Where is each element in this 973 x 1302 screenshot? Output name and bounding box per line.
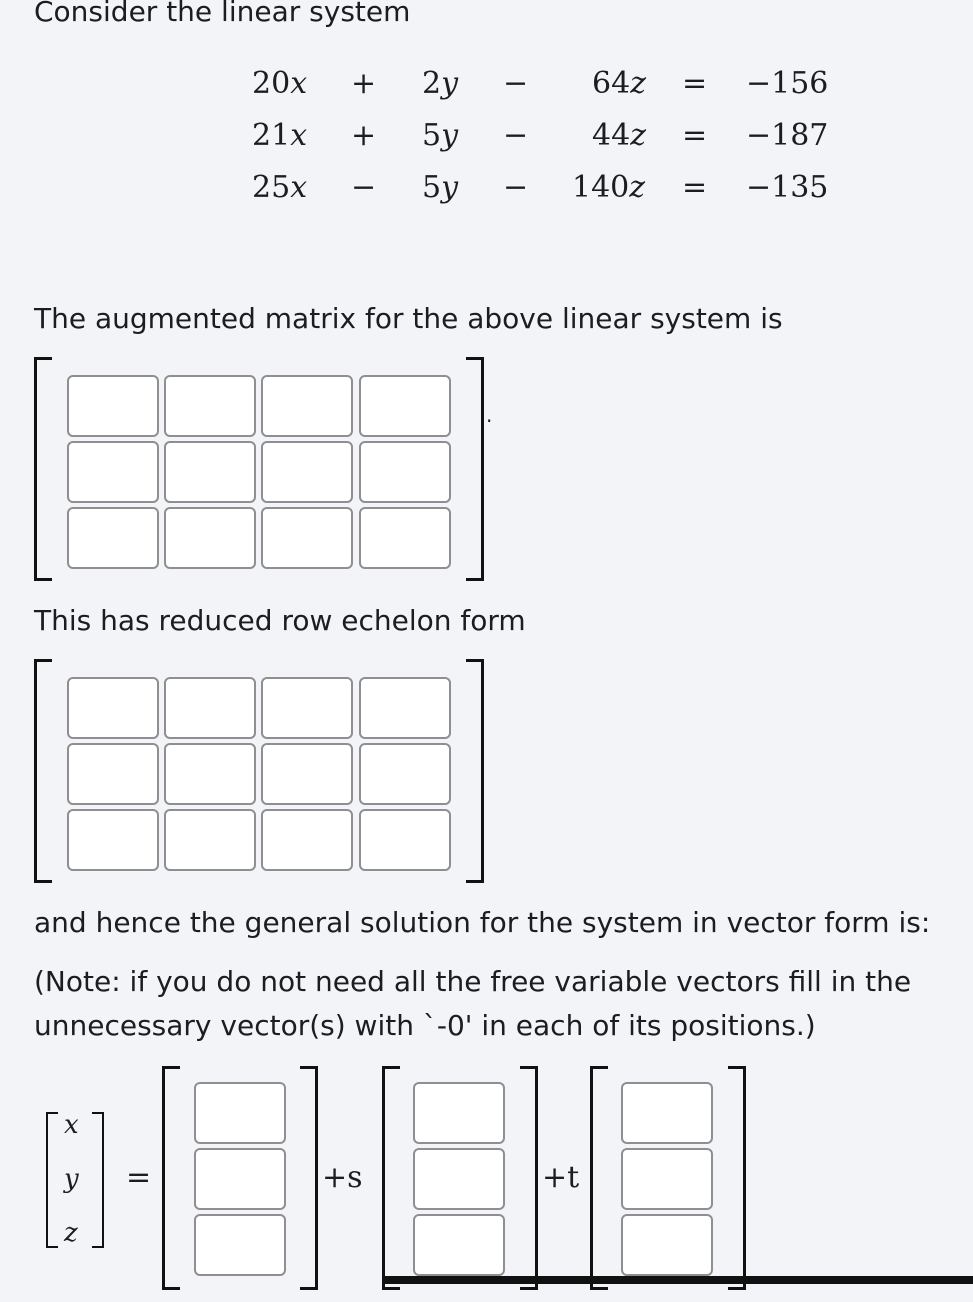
vec-t-cell-2[interactable] (621, 1148, 713, 1210)
solution-label: and hence the general solution for the system in vector form is: (34, 906, 931, 939)
vec-t-left-bracket (590, 1066, 608, 1290)
vec-s-cell-3[interactable] (413, 1214, 505, 1276)
eq3-op1: − (351, 170, 377, 205)
rref-cell-r1c3[interactable] (261, 677, 353, 739)
vec0-cell-3[interactable] (194, 1214, 286, 1276)
eq2-term-y: 5y (422, 118, 459, 153)
note-text: (Note: if you do not need all the free variable vectors fill in the unnecessary vector(s) with `-0' in each of its positions.) (34, 965, 912, 1042)
eq3-rhs: −135 (746, 170, 829, 205)
vec0-left-bracket (162, 1066, 180, 1290)
vec-t-cell-3[interactable] (621, 1214, 713, 1276)
eq3-op2: − (503, 170, 529, 205)
vec-s-cell-1[interactable] (413, 1082, 505, 1144)
eq1-term-y: 2y (422, 66, 459, 101)
var-vector-left-bracket (46, 1112, 58, 1248)
rref-cell-r2c1[interactable] (67, 743, 159, 805)
eq1-rhs: −156 (746, 66, 829, 101)
aug-cell-r3c4[interactable] (359, 507, 451, 569)
eq3-term-x: 25x (252, 170, 308, 205)
vec0-cell-2[interactable] (194, 1148, 286, 1210)
rref-cell-r3c3[interactable] (261, 809, 353, 871)
aug-cell-r1c2[interactable] (164, 375, 256, 437)
aug-right-bracket (466, 357, 484, 581)
vec-s-left-bracket (382, 1066, 400, 1290)
intro-text: Consider the linear system (34, 0, 411, 28)
eq2-op2: − (503, 118, 529, 153)
aug-cell-r1c1[interactable] (67, 375, 159, 437)
eq2-op1: + (351, 118, 377, 153)
vec0-right-bracket (300, 1066, 318, 1290)
vec-t-cell-1[interactable] (621, 1082, 713, 1144)
aug-cell-r3c3[interactable] (261, 507, 353, 569)
eq1-term-z: 64z (592, 66, 646, 101)
aug-cell-r2c2[interactable] (164, 441, 256, 503)
aug-left-bracket (34, 357, 52, 581)
eq3-term-y: 5y (422, 170, 459, 205)
eq1-op1: + (351, 66, 377, 101)
rref-right-bracket (466, 659, 484, 883)
plus-t-label: +t (542, 1160, 580, 1195)
var-z: z (64, 1218, 78, 1248)
eq2-term-z: 44z (592, 118, 646, 153)
aug-period: . (486, 403, 493, 427)
eq2-term-x: 21x (252, 118, 308, 153)
vec-s-cell-2[interactable] (413, 1148, 505, 1210)
eq2-equals: = (682, 118, 708, 153)
rref-cell-r3c2[interactable] (164, 809, 256, 871)
eq3-equals: = (682, 170, 708, 205)
aug-cell-r2c1[interactable] (67, 441, 159, 503)
aug-cell-r1c4[interactable] (359, 375, 451, 437)
rref-cell-r2c3[interactable] (261, 743, 353, 805)
eq1-equals: = (682, 66, 708, 101)
vec0-cell-1[interactable] (194, 1082, 286, 1144)
bottom-divider (383, 1276, 973, 1284)
augmented-label: The augmented matrix for the above linear system is (34, 302, 783, 335)
aug-cell-r2c4[interactable] (359, 441, 451, 503)
aug-cell-r3c2[interactable] (164, 507, 256, 569)
eq2-rhs: −187 (746, 118, 829, 153)
eq1-op2: − (503, 66, 529, 101)
aug-cell-r1c3[interactable] (261, 375, 353, 437)
rref-cell-r3c1[interactable] (67, 809, 159, 871)
vec-t-right-bracket (728, 1066, 746, 1290)
rref-cell-r3c4[interactable] (359, 809, 451, 871)
var-y: y (64, 1164, 79, 1194)
rref-left-bracket (34, 659, 52, 883)
vector-equals: = (126, 1160, 152, 1195)
rref-cell-r1c2[interactable] (164, 677, 256, 739)
rref-cell-r2c4[interactable] (359, 743, 451, 805)
rref-cell-r1c4[interactable] (359, 677, 451, 739)
rref-label: This has reduced row echelon form (34, 604, 526, 637)
eq1-term-x: 20x (252, 66, 308, 101)
plus-s-label: +s (322, 1160, 363, 1195)
rref-cell-r2c2[interactable] (164, 743, 256, 805)
rref-cell-r1c1[interactable] (67, 677, 159, 739)
aug-cell-r3c1[interactable] (67, 507, 159, 569)
aug-cell-r2c3[interactable] (261, 441, 353, 503)
vec-s-right-bracket (520, 1066, 538, 1290)
var-x: x (64, 1110, 79, 1140)
var-vector-right-bracket (92, 1112, 104, 1248)
eq3-term-z: 140z (572, 170, 646, 205)
